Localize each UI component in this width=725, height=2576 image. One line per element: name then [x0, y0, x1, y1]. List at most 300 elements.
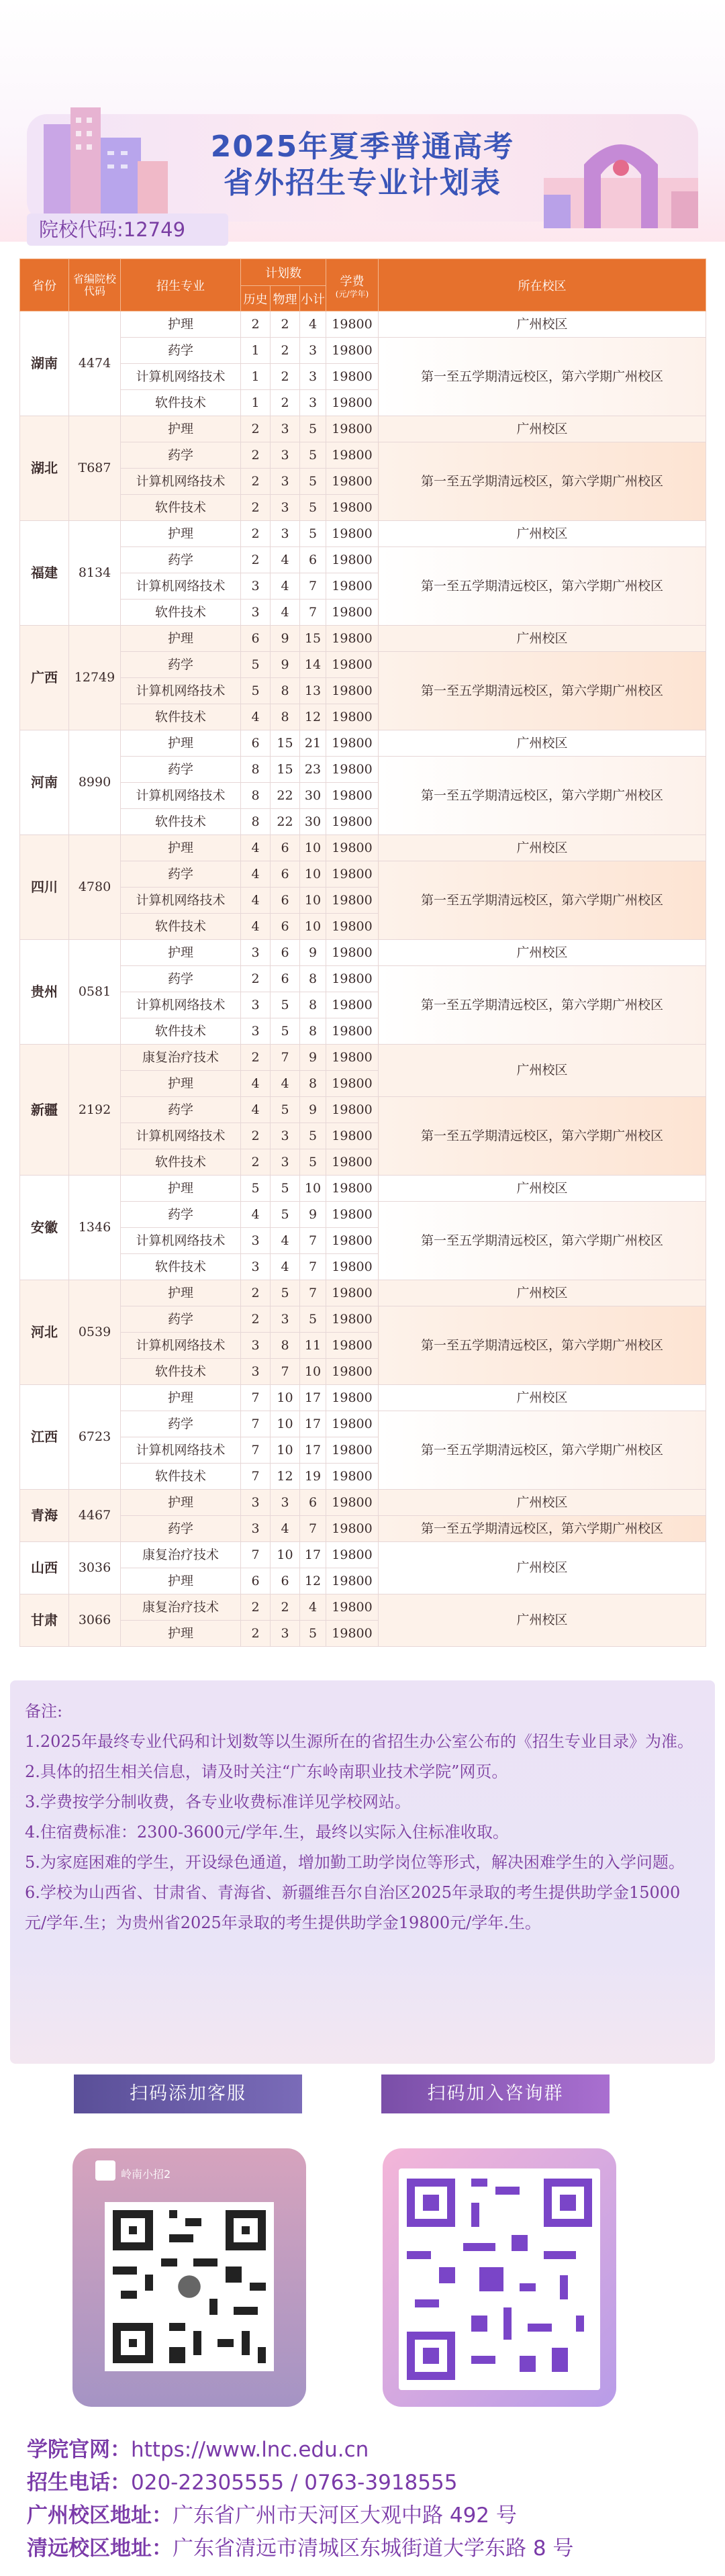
physics-cell: 6 [271, 1568, 300, 1594]
history-cell: 8 [241, 809, 271, 835]
campus-cell-split: 第一至五学期清远校区，第六学期广州校区 [379, 966, 706, 1045]
physics-cell: 6 [271, 940, 300, 966]
table-row [20, 626, 706, 652]
subtotal-cell: 5 [300, 1306, 326, 1333]
fee-cell: 19800 [326, 547, 379, 573]
table-row [20, 835, 706, 861]
major-cell: 护理 [121, 312, 241, 338]
header-fee [326, 259, 379, 312]
major-cell: 药学 [121, 1202, 241, 1228]
major-cell: 护理 [121, 521, 241, 547]
physics-cell: 6 [271, 966, 300, 992]
major-cell: 软件技术 [121, 390, 241, 416]
table-row [20, 861, 706, 888]
physics-cell: 6 [271, 861, 300, 888]
subtotal-cell: 5 [300, 1123, 326, 1149]
major-cell: 软件技术 [121, 600, 241, 626]
major-cell: 软件技术 [121, 495, 241, 521]
subtotal-cell: 10 [300, 1176, 326, 1202]
subtotal-cell: 5 [300, 442, 326, 469]
subtotal-cell: 23 [300, 757, 326, 783]
subtotal-cell: 10 [300, 1359, 326, 1385]
major-cell: 计算机网络技术 [121, 783, 241, 809]
province-cell: 山西 [20, 1542, 69, 1594]
physics-cell: 22 [271, 783, 300, 809]
subtotal-cell: 5 [300, 416, 326, 442]
campus-cell-guangzhou: 广州校区 [379, 1490, 706, 1516]
page-title-line2: 省外招生专业计划表 [224, 166, 501, 200]
major-cell: 药学 [121, 652, 241, 678]
fee-cell: 19800 [326, 1411, 379, 1437]
major-cell: 药学 [121, 442, 241, 469]
fee-cell: 19800 [326, 495, 379, 521]
subtotal-cell: 12 [300, 1568, 326, 1594]
fee-cell: 19800 [326, 338, 379, 364]
fee-cell: 19800 [326, 1621, 379, 1647]
notes-panel [10, 1680, 715, 2064]
table-row [20, 1542, 706, 1568]
subtotal-cell: 6 [300, 547, 326, 573]
physics-cell: 4 [271, 573, 300, 600]
qy-address-row [27, 2532, 712, 2565]
physics-cell: 6 [271, 888, 300, 914]
physics-cell: 3 [271, 1306, 300, 1333]
history-cell: 2 [241, 416, 271, 442]
major-cell: 计算机网络技术 [121, 364, 241, 390]
phone-row [27, 2467, 712, 2499]
province-cell: 湖南 [20, 312, 69, 416]
physics-cell: 12 [271, 1464, 300, 1490]
history-cell: 1 [241, 390, 271, 416]
fee-cell: 19800 [326, 1149, 379, 1176]
major-cell: 药学 [121, 1411, 241, 1437]
history-cell: 3 [241, 573, 271, 600]
province-code-cell: 0539 [69, 1280, 121, 1385]
province-cell: 河南 [20, 730, 69, 835]
table-row [20, 1280, 706, 1306]
physics-cell: 7 [271, 1359, 300, 1385]
province-cell: 湖北 [20, 416, 69, 521]
campus-cell-split: 第一至五学期清远校区，第六学期广州校区 [379, 861, 706, 940]
table-row [20, 966, 706, 992]
province-code-cell: 8134 [69, 521, 121, 626]
subtotal-cell: 6 [300, 1490, 326, 1516]
subtotal-cell: 7 [300, 1516, 326, 1542]
campus-cell-guangzhou: 广州校区 [379, 1542, 706, 1594]
subtotal-cell: 10 [300, 861, 326, 888]
subtotal-cell: 10 [300, 835, 326, 861]
website-row [27, 2434, 712, 2467]
campus-cell-guangzhou: 广州校区 [379, 835, 706, 861]
website-link[interactable]: https://www.lnc.edu.cn [131, 2438, 369, 2462]
major-cell: 护理 [121, 1568, 241, 1594]
campus-cell-guangzhou: 广州校区 [379, 1385, 706, 1411]
physics-cell: 3 [271, 1123, 300, 1149]
fee-cell: 19800 [326, 1045, 379, 1071]
province-cell: 青海 [20, 1490, 69, 1542]
history-cell: 6 [241, 730, 271, 757]
major-cell: 护理 [121, 1176, 241, 1202]
major-cell: 药学 [121, 757, 241, 783]
physics-cell: 4 [271, 547, 300, 573]
history-cell: 2 [241, 1621, 271, 1647]
enrollment-plan-table [19, 258, 706, 1647]
physics-cell: 3 [271, 442, 300, 469]
subtotal-cell: 8 [300, 992, 326, 1018]
history-cell: 7 [241, 1437, 271, 1464]
fee-cell: 19800 [326, 1280, 379, 1306]
province-cell: 贵州 [20, 940, 69, 1045]
fee-cell: 19800 [326, 364, 379, 390]
history-cell: 7 [241, 1411, 271, 1437]
major-cell: 康复治疗技术 [121, 1594, 241, 1621]
major-cell: 护理 [121, 1071, 241, 1097]
history-cell: 4 [241, 914, 271, 940]
province-cell: 广西 [20, 626, 69, 730]
physics-cell: 4 [271, 1516, 300, 1542]
physics-cell: 10 [271, 1542, 300, 1568]
physics-cell: 4 [271, 1254, 300, 1280]
subtotal-cell: 17 [300, 1542, 326, 1568]
major-cell: 计算机网络技术 [121, 678, 241, 704]
history-cell: 7 [241, 1542, 271, 1568]
fee-cell: 19800 [326, 416, 379, 442]
fee-cell: 19800 [326, 992, 379, 1018]
fee-cell: 19800 [326, 1202, 379, 1228]
fee-cell: 19800 [326, 442, 379, 469]
subtotal-cell: 19 [300, 1464, 326, 1490]
fee-cell: 19800 [326, 704, 379, 730]
history-cell: 2 [241, 469, 271, 495]
physics-cell: 3 [271, 1621, 300, 1647]
contact-footer [27, 2434, 712, 2565]
major-cell: 计算机网络技术 [121, 1228, 241, 1254]
history-cell: 5 [241, 1176, 271, 1202]
qr-code-icon [105, 2202, 274, 2371]
major-cell: 软件技术 [121, 1464, 241, 1490]
campus-cell-guangzhou: 广州校区 [379, 940, 706, 966]
major-cell: 软件技术 [121, 1254, 241, 1280]
subtotal-cell: 5 [300, 495, 326, 521]
fee-cell: 19800 [326, 861, 379, 888]
history-cell: 4 [241, 888, 271, 914]
major-cell: 护理 [121, 940, 241, 966]
major-cell: 药学 [121, 861, 241, 888]
history-cell: 5 [241, 652, 271, 678]
major-cell: 软件技术 [121, 1149, 241, 1176]
major-cell: 计算机网络技术 [121, 888, 241, 914]
province-code-cell: 6723 [69, 1385, 121, 1490]
major-cell: 护理 [121, 1621, 241, 1647]
physics-cell: 9 [271, 626, 300, 652]
table-row [20, 940, 706, 966]
campus-cell-guangzhou: 广州校区 [379, 730, 706, 757]
subtotal-cell: 11 [300, 1333, 326, 1359]
service-qr-card[interactable] [72, 2148, 306, 2407]
table-row [20, 312, 706, 338]
province-code-cell: 12749 [69, 626, 121, 730]
table-row [20, 730, 706, 757]
physics-cell: 15 [271, 757, 300, 783]
fee-cell: 19800 [326, 757, 379, 783]
province-code-cell: 4467 [69, 1490, 121, 1542]
major-cell: 药学 [121, 338, 241, 364]
header-fee-label: 学费 [340, 274, 365, 289]
major-cell: 药学 [121, 966, 241, 992]
major-cell: 计算机网络技术 [121, 1333, 241, 1359]
physics-cell: 10 [271, 1411, 300, 1437]
phone-label: 招生电话： [27, 2471, 131, 2495]
table-row [20, 1516, 706, 1542]
note-item-6: 6.学校为山西省、甘肃省、青海省、新疆维吾尔自治区2025年录取的考生提供助学金15000元/学年.生；为贵州省2025年录取的考生提供助学金19800元/学年.生。 [25, 1883, 681, 1932]
history-cell: 2 [241, 442, 271, 469]
history-cell: 3 [241, 1490, 271, 1516]
major-cell: 药学 [121, 1516, 241, 1542]
major-cell: 计算机网络技术 [121, 1437, 241, 1464]
subtotal-cell: 17 [300, 1385, 326, 1411]
physics-cell: 22 [271, 809, 300, 835]
history-cell: 3 [241, 940, 271, 966]
province-code-cell: 4780 [69, 835, 121, 940]
province-code-cell: 3066 [69, 1594, 121, 1647]
major-cell: 计算机网络技术 [121, 1123, 241, 1149]
campus-cell-guangzhou: 广州校区 [379, 1594, 706, 1647]
major-cell: 软件技术 [121, 914, 241, 940]
major-cell: 护理 [121, 416, 241, 442]
subtotal-cell: 9 [300, 1045, 326, 1071]
note-item-3: 3.学费按学分制收费，各专业收费标准详见学校网站。 [25, 1793, 411, 1811]
subtotal-cell: 8 [300, 1071, 326, 1097]
note-item-1: 1.2025年最终专业代码和计划数等以生源所在的省招生办公室公布的《招生专业目录》为准。 [25, 1732, 693, 1751]
fee-cell: 19800 [326, 469, 379, 495]
major-cell: 计算机网络技术 [121, 469, 241, 495]
note-item-5: 5.为家庭困难的学生，开设绿色通道，增加勤工助学岗位等形式，解决困难学生的入学问题。 [25, 1853, 685, 1872]
subtotal-cell: 17 [300, 1411, 326, 1437]
history-cell: 2 [241, 1280, 271, 1306]
page-title-line1: 2025年夏季普通高考 [210, 130, 515, 164]
major-cell: 护理 [121, 1280, 241, 1306]
gz-address-label: 广州校区地址： [27, 2503, 173, 2528]
fee-cell: 19800 [326, 652, 379, 678]
campus-cell-split: 第一至五学期清远校区，第六学期广州校区 [379, 1411, 706, 1490]
qr-section [0, 2074, 725, 2363]
physics-cell: 3 [271, 1149, 300, 1176]
table-row [20, 652, 706, 678]
subtotal-cell: 4 [300, 1594, 326, 1621]
website-label: 学院官网： [27, 2438, 131, 2462]
school-code-badge: 院校代码:12749 [27, 213, 228, 246]
physics-cell: 3 [271, 469, 300, 495]
fee-cell: 19800 [326, 1071, 379, 1097]
physics-cell: 3 [271, 416, 300, 442]
subtotal-cell: 4 [300, 312, 326, 338]
fee-cell: 19800 [326, 1306, 379, 1333]
history-cell: 7 [241, 1464, 271, 1490]
table-row [20, 521, 706, 547]
history-cell: 2 [241, 1306, 271, 1333]
major-cell: 护理 [121, 835, 241, 861]
subtotal-cell: 15 [300, 626, 326, 652]
physics-cell: 5 [271, 1097, 300, 1123]
note-item-2: 2.具体的招生相关信息，请及时关注“广东岭南职业技术学院”网页。 [25, 1762, 508, 1781]
physics-cell: 5 [271, 1280, 300, 1306]
history-cell: 2 [241, 547, 271, 573]
subtotal-cell: 5 [300, 1621, 326, 1647]
physics-cell: 4 [271, 1228, 300, 1254]
add-service-label: 扫码添加客服 [74, 2074, 302, 2113]
table-row [20, 1202, 706, 1228]
history-cell: 3 [241, 1359, 271, 1385]
table-row [20, 1594, 706, 1621]
physics-cell: 2 [271, 390, 300, 416]
history-cell: 6 [241, 1568, 271, 1594]
table-row [20, 757, 706, 783]
major-cell: 护理 [121, 1385, 241, 1411]
subtotal-cell: 5 [300, 469, 326, 495]
subtotal-cell: 7 [300, 573, 326, 600]
physics-cell: 5 [271, 1202, 300, 1228]
subtotal-cell: 9 [300, 1097, 326, 1123]
physics-cell: 2 [271, 312, 300, 338]
campus-cell-guangzhou: 广州校区 [379, 1045, 706, 1097]
table-row [20, 1097, 706, 1123]
subtotal-cell: 13 [300, 678, 326, 704]
subtotal-cell: 5 [300, 1149, 326, 1176]
physics-cell: 5 [271, 1018, 300, 1045]
gz-address-row [27, 2499, 712, 2532]
fee-cell: 19800 [326, 1385, 379, 1411]
history-cell: 1 [241, 364, 271, 390]
history-cell: 4 [241, 1202, 271, 1228]
fee-cell: 19800 [326, 888, 379, 914]
history-cell: 3 [241, 1228, 271, 1254]
fee-cell: 19800 [326, 940, 379, 966]
province-code-cell: 3036 [69, 1542, 121, 1594]
fee-cell: 19800 [326, 1490, 379, 1516]
fee-cell: 19800 [326, 521, 379, 547]
history-cell: 4 [241, 704, 271, 730]
subtotal-cell: 9 [300, 940, 326, 966]
history-cell: 6 [241, 626, 271, 652]
subtotal-cell: 7 [300, 1280, 326, 1306]
major-cell: 计算机网络技术 [121, 992, 241, 1018]
fee-cell: 19800 [326, 678, 379, 704]
header-physics: 物理 [271, 286, 300, 312]
fee-cell: 19800 [326, 1254, 379, 1280]
campus-cell-guangzhou: 广州校区 [379, 521, 706, 547]
note-item-4: 4.住宿费标准：2300-3600元/学年.生，最终以实际入住标准收取。 [25, 1823, 509, 1842]
fee-cell: 19800 [326, 914, 379, 940]
physics-cell: 3 [271, 1490, 300, 1516]
history-cell: 2 [241, 1123, 271, 1149]
major-cell: 软件技术 [121, 704, 241, 730]
fee-cell: 19800 [326, 1568, 379, 1594]
history-cell: 3 [241, 992, 271, 1018]
history-cell: 2 [241, 495, 271, 521]
province-code-cell: 2192 [69, 1045, 121, 1176]
subtotal-cell: 8 [300, 1018, 326, 1045]
major-cell: 护理 [121, 626, 241, 652]
major-cell: 康复治疗技术 [121, 1542, 241, 1568]
table-row [20, 338, 706, 364]
history-cell: 2 [241, 1149, 271, 1176]
history-cell: 2 [241, 1594, 271, 1621]
service-qr-code[interactable] [105, 2202, 274, 2371]
subtotal-cell: 7 [300, 1228, 326, 1254]
province-cell: 安徽 [20, 1176, 69, 1280]
header-fee-unit: (元/学年) [335, 289, 369, 299]
major-cell: 康复治疗技术 [121, 1045, 241, 1071]
table-row [20, 1411, 706, 1437]
campus-cell-guangzhou: 广州校区 [379, 312, 706, 338]
history-cell: 4 [241, 861, 271, 888]
history-cell: 3 [241, 1018, 271, 1045]
header-history: 历史 [241, 286, 271, 312]
campus-cell-split: 第一至五学期清远校区，第六学期广州校区 [379, 1306, 706, 1385]
subtotal-cell: 30 [300, 783, 326, 809]
fee-cell: 19800 [326, 1359, 379, 1385]
physics-cell: 4 [271, 600, 300, 626]
history-cell: 1 [241, 338, 271, 364]
physics-cell: 4 [271, 1071, 300, 1097]
table-row [20, 1176, 706, 1202]
history-cell: 3 [241, 600, 271, 626]
history-cell: 7 [241, 1385, 271, 1411]
header-plan: 计划数 [241, 259, 326, 286]
physics-cell: 6 [271, 835, 300, 861]
subtotal-cell: 21 [300, 730, 326, 757]
physics-cell: 2 [271, 364, 300, 390]
subtotal-cell: 10 [300, 888, 326, 914]
campus-cell-split: 第一至五学期清远校区，第六学期广州校区 [379, 1097, 706, 1176]
fee-cell: 19800 [326, 1123, 379, 1149]
campus-cell-guangzhou: 广州校区 [379, 626, 706, 652]
fee-cell: 19800 [326, 1437, 379, 1464]
header-prov-code: 省编院校代码 [69, 259, 121, 312]
physics-cell: 7 [271, 1045, 300, 1071]
subtotal-cell: 7 [300, 1254, 326, 1280]
province-cell: 福建 [20, 521, 69, 626]
physics-cell: 5 [271, 1176, 300, 1202]
campus-cell-split: 第一至五学期清远校区，第六学期广州校区 [379, 652, 706, 730]
qy-address-label: 清远校区地址： [27, 2536, 173, 2561]
history-cell: 2 [241, 966, 271, 992]
major-cell: 药学 [121, 1306, 241, 1333]
physics-cell: 8 [271, 704, 300, 730]
table-row [20, 416, 706, 442]
fee-cell: 19800 [326, 1516, 379, 1542]
physics-cell: 8 [271, 678, 300, 704]
history-cell: 2 [241, 521, 271, 547]
campus-cell-split: 第一至五学期清远校区，第六学期广州校区 [379, 442, 706, 521]
table-body [20, 312, 706, 1647]
group-qr-card[interactable] [383, 2148, 616, 2407]
header-major: 招生专业 [121, 259, 241, 312]
table-row [20, 1306, 706, 1333]
group-qr-code[interactable] [399, 2168, 600, 2390]
campus-cell-guangzhou: 广州校区 [379, 1280, 706, 1306]
physics-cell: 8 [271, 1333, 300, 1359]
table-row [20, 442, 706, 469]
subtotal-cell: 3 [300, 390, 326, 416]
fee-cell: 19800 [326, 600, 379, 626]
history-cell: 4 [241, 835, 271, 861]
major-cell: 软件技术 [121, 809, 241, 835]
history-cell: 2 [241, 312, 271, 338]
history-cell: 2 [241, 1045, 271, 1071]
phone-numbers[interactable]: 020-22305555 / 0763-3918555 [131, 2471, 458, 2495]
history-cell: 3 [241, 1333, 271, 1359]
